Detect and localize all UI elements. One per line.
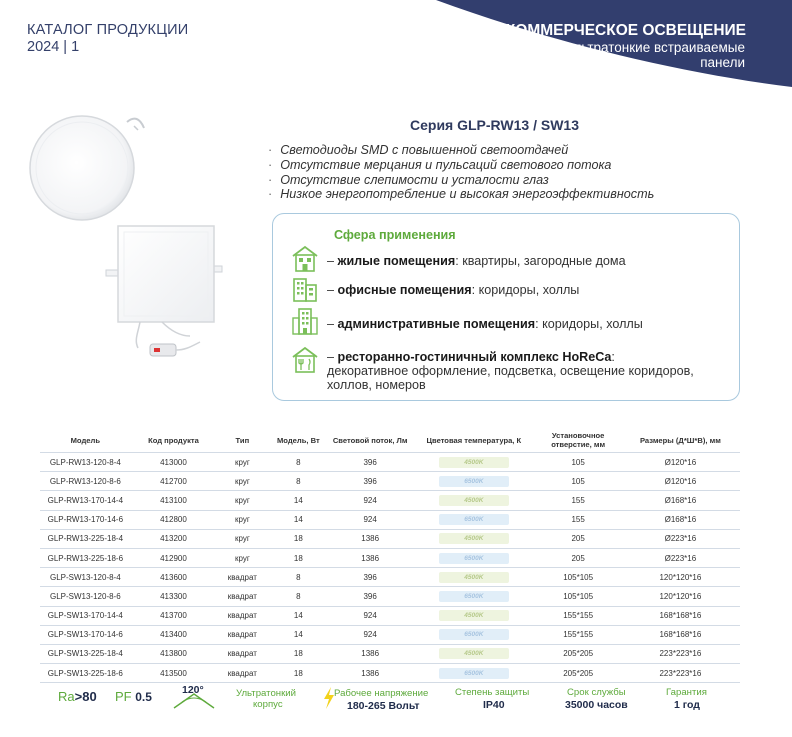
cell-model: GLP-RW13-120-8-4 (40, 453, 131, 472)
banner-subtitle-line1: ультратонкие встраиваемые (567, 40, 745, 55)
cell-flux: 924 (328, 625, 412, 644)
color-temperature-badge: 4500K (439, 495, 509, 506)
color-temperature-badge: 4500K (439, 648, 509, 659)
cell-dims: 168*168*16 (621, 606, 740, 625)
cell-model: GLP-SW13-120-8-6 (40, 587, 131, 606)
lifetime-label: Срок службы (567, 687, 626, 698)
header-flux: Световой поток, Лм (332, 435, 408, 445)
beam-angle-icon (170, 684, 218, 712)
cell-flux: 396 (328, 472, 412, 491)
cell-code: 412700 (131, 472, 217, 491)
administrative-building-icon (290, 306, 320, 341)
cell-model: GLP-SW13-120-8-4 (40, 568, 131, 587)
banner-subtitle-line2: панели (700, 55, 745, 70)
cell-code: 413400 (131, 625, 217, 644)
application-item-bold: офисные помещения (337, 283, 472, 297)
cell-type: квадрат (216, 606, 268, 625)
protection-label: Степень защиты (455, 687, 530, 698)
cell-dims: 120*120*16 (621, 568, 740, 587)
cell-dims: 120*120*16 (621, 587, 740, 606)
cell-flux: 1386 (328, 548, 412, 567)
cell-dims: Ø120*16 (621, 472, 740, 491)
cell-model: GLP-SW13-170-14-4 (40, 606, 131, 625)
cell-temp (412, 644, 535, 663)
color-temperature-badge: 4500K (439, 610, 509, 621)
cell-dims: Ø120*16 (621, 453, 740, 472)
feature-item: · Светодиоды SMD с повышенной светоотдачей (268, 143, 654, 158)
cell-code: 413700 (131, 606, 217, 625)
cell-flux: 924 (328, 491, 412, 510)
table-row (40, 568, 740, 587)
cell-power: 8 (268, 453, 328, 472)
cell-cutout: 155 (536, 510, 621, 529)
pf-spec (115, 689, 152, 704)
cell-cutout: 155*155 (536, 606, 621, 625)
cell-type: круг (216, 510, 268, 529)
application-item-rest: : квартиры, загородные дома (455, 254, 626, 268)
catalog-title: КАТАЛОГ ПРОДУКЦИИ (27, 22, 189, 38)
restaurant-hotel-icon (290, 344, 320, 379)
application-item-horeca-line3: холлов, номеров (327, 378, 426, 392)
table-row (40, 625, 740, 644)
warranty-label: Гарантия (666, 687, 707, 698)
cell-power: 14 (268, 491, 328, 510)
application-item-bold: ресторанно-гостиничный комплекс HoReCa (337, 350, 612, 364)
specifications-table (40, 428, 740, 683)
cell-cutout: 205*205 (536, 644, 621, 663)
cell-cutout: 205 (536, 548, 621, 567)
cell-temp (412, 568, 535, 587)
feature-item: · Низкое энергопотребление и высокая энергоэффективность (268, 187, 654, 202)
application-item-residential: – жилые помещения: квартиры, загородные дома (327, 254, 626, 268)
cell-type: круг (216, 472, 268, 491)
cell-dims: 168*168*16 (621, 625, 740, 644)
color-temperature-badge: 6500K (439, 514, 509, 525)
cell-code: 413000 (131, 453, 217, 472)
cell-flux: 924 (328, 606, 412, 625)
cell-cutout: 105 (536, 472, 621, 491)
table-row (40, 664, 740, 683)
cell-power: 18 (268, 548, 328, 567)
beam-angle-value: 120° (182, 684, 204, 696)
cell-cutout: 205*205 (536, 664, 621, 683)
cell-dims: 223*223*16 (621, 644, 740, 663)
voltage-label: Рабочее напряжение (334, 688, 429, 699)
cell-flux: 396 (328, 587, 412, 606)
table-row (40, 510, 740, 529)
ra-spec (58, 689, 97, 704)
cell-temp (412, 664, 535, 683)
table-row (40, 548, 740, 567)
pf-label: PF (115, 689, 132, 704)
cell-power: 8 (268, 587, 328, 606)
cell-power: 18 (268, 644, 328, 663)
cell-temp (412, 510, 535, 529)
warranty-value: 1 год (674, 699, 700, 711)
cell-code: 413300 (131, 587, 217, 606)
cell-model: GLP-SW13-225-18-6 (40, 664, 131, 683)
lifetime-value: 35000 часов (565, 699, 628, 711)
application-item-bold: жилые помещения (337, 254, 456, 268)
round-panel-image (22, 110, 152, 230)
header-model: Модель (70, 435, 101, 445)
cell-power: 18 (268, 664, 328, 683)
application-item-horeca: – ресторанно-гостиничный комплекс HoReCa: (327, 350, 615, 364)
feature-item: · Отсутствие слепимости и усталости глаз (268, 173, 654, 188)
header-code: Код продукта (148, 435, 199, 445)
cell-code: 412800 (131, 510, 217, 529)
application-title: Сфера применения (334, 228, 456, 242)
cell-dims: Ø223*16 (621, 548, 740, 567)
cell-power: 14 (268, 625, 328, 644)
cell-model: GLP-RW13-225-18-4 (40, 529, 131, 548)
cell-dims: Ø168*16 (621, 510, 740, 529)
cell-temp (412, 548, 535, 567)
cell-temp (412, 587, 535, 606)
color-temperature-badge: 4500K (439, 533, 509, 544)
application-item-rest: : коридоры, холлы (535, 317, 643, 331)
cell-code: 413200 (131, 529, 217, 548)
cell-model: GLP-RW13-120-8-6 (40, 472, 131, 491)
feature-item: · Отсутствие мерцания и пульсаций светового потока (268, 158, 654, 173)
ra-value: >80 (74, 689, 97, 704)
header-temp: Цветовая температура, К (426, 435, 522, 445)
color-temperature-badge: 6500K (439, 591, 509, 602)
application-item-rest: : коридоры, холлы (471, 283, 580, 297)
color-temperature-badge: 4500K (439, 572, 509, 583)
application-item-office: – офисные помещения: коридоры, холлы (327, 283, 580, 297)
office-building-icon (290, 273, 320, 308)
cell-flux: 1386 (328, 664, 412, 683)
cell-model: GLP-RW13-170-14-6 (40, 510, 131, 529)
cell-code: 413500 (131, 664, 217, 683)
cell-temp (412, 472, 535, 491)
ra-label: Ra (58, 689, 75, 704)
application-item-horeca-line2: декоративное оформление, подсветка, освещение коридоров, (327, 364, 694, 378)
color-temperature-badge: 6500K (439, 476, 509, 487)
cell-temp (412, 606, 535, 625)
cell-dims: Ø168*16 (621, 491, 740, 510)
cell-code: 412900 (131, 548, 217, 567)
cell-power: 8 (268, 568, 328, 587)
cell-flux: 396 (328, 453, 412, 472)
application-item-administrative: – административные помещения: коридоры, холлы (327, 317, 643, 331)
cell-cutout: 155 (536, 491, 621, 510)
cell-power: 18 (268, 529, 328, 548)
cell-model: GLP-SW13-170-14-6 (40, 625, 131, 644)
cell-type: круг (216, 491, 268, 510)
cell-temp (412, 625, 535, 644)
cell-dims: Ø223*16 (621, 529, 740, 548)
table-body (40, 453, 740, 683)
cell-model: GLP-SW13-225-18-4 (40, 644, 131, 663)
cell-type: квадрат (216, 625, 268, 644)
cell-flux: 924 (328, 510, 412, 529)
cell-cutout: 155*155 (536, 625, 621, 644)
cell-temp (412, 529, 535, 548)
table-row (40, 644, 740, 663)
color-temperature-badge: 4500K (439, 457, 509, 468)
cell-temp (412, 491, 535, 510)
table-row (40, 491, 740, 510)
table-header-row (40, 428, 740, 453)
application-item-rest: : (611, 350, 615, 364)
header-dims: Размеры (Д*Ш*В), мм (639, 435, 721, 445)
cell-type: круг (216, 453, 268, 472)
header-type: Тип (235, 435, 250, 445)
square-panel-image (100, 218, 230, 363)
cell-model: GLP-RW13-170-14-4 (40, 491, 131, 510)
ultrathin-label-line2: корпус (253, 699, 283, 710)
header-cutout: Установочное отверстие, мм (551, 431, 606, 449)
application-item-bold: административные помещения (337, 317, 536, 331)
cell-type: квадрат (216, 568, 268, 587)
series-title: Серия GLP-RW13 / SW13 (410, 117, 579, 133)
table-row (40, 587, 740, 606)
color-temperature-badge: 6500K (439, 629, 509, 640)
table-row (40, 453, 740, 472)
header-banner (436, 0, 792, 87)
cell-type: квадрат (216, 587, 268, 606)
table-row (40, 529, 740, 548)
cell-model: GLP-RW13-225-18-6 (40, 548, 131, 567)
features-list (268, 143, 654, 202)
banner-title: КОММЕРЧЕСКОЕ ОСВЕЩЕНИЕ (505, 22, 746, 39)
table-row (40, 472, 740, 491)
table-row (40, 606, 740, 625)
cell-power: 8 (268, 472, 328, 491)
catalog-year: 2024 | 1 (27, 39, 80, 55)
color-temperature-badge: 6500K (439, 668, 509, 679)
cell-cutout: 205 (536, 529, 621, 548)
color-temperature-badge: 6500K (439, 553, 509, 564)
cell-type: квадрат (216, 664, 268, 683)
cell-code: 413800 (131, 644, 217, 663)
cell-flux: 396 (328, 568, 412, 587)
cell-code: 413100 (131, 491, 217, 510)
cell-power: 14 (268, 606, 328, 625)
cell-cutout: 105*105 (536, 587, 621, 606)
ultrathin-label-line1: Ультратонкий (236, 688, 296, 699)
cell-flux: 1386 (328, 529, 412, 548)
cell-type: квадрат (216, 644, 268, 663)
cell-code: 413600 (131, 568, 217, 587)
cell-power: 14 (268, 510, 328, 529)
cell-dims: 223*223*16 (621, 664, 740, 683)
cell-cutout: 105*105 (536, 568, 621, 587)
cell-flux: 1386 (328, 644, 412, 663)
cell-type: круг (216, 548, 268, 567)
voltage-value: 180-265 Вольт (347, 700, 420, 712)
pf-value: 0.5 (135, 690, 152, 704)
cell-temp (412, 453, 535, 472)
cell-type: круг (216, 529, 268, 548)
cell-cutout: 105 (536, 453, 621, 472)
protection-value: IP40 (483, 699, 505, 711)
header-power: Модель, Вт (276, 435, 320, 445)
